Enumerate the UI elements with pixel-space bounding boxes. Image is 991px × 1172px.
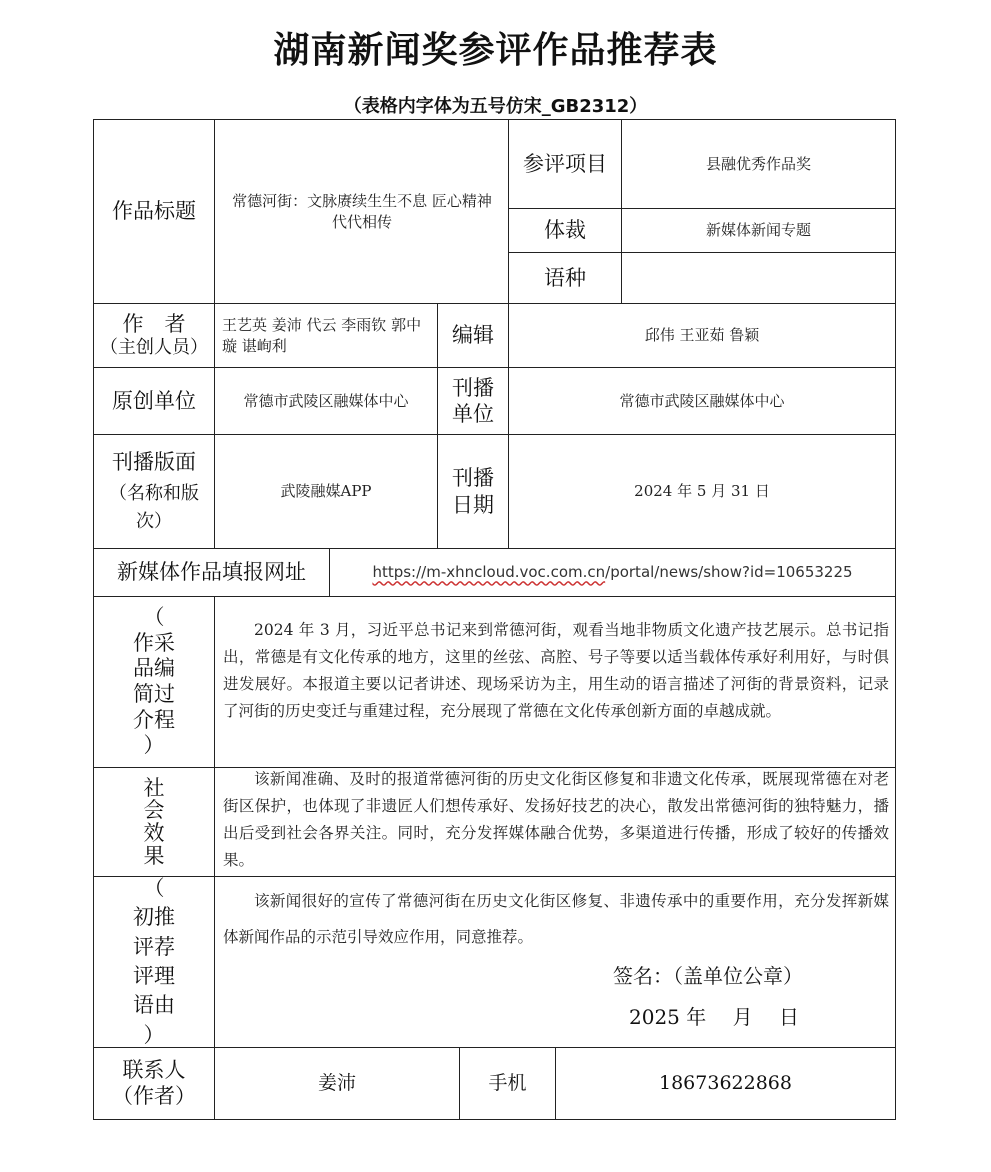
- publish-date-value: 2024 年 5 月 31 日: [634, 482, 770, 501]
- language-value: [622, 253, 895, 303]
- origin-unit-label: 原创单位: [112, 388, 196, 413]
- edition-value: 武陵融媒APP: [280, 482, 372, 501]
- process-label-char: 品编: [133, 656, 175, 681]
- publish-date-label: [438, 435, 508, 548]
- process-label-char: 介程: [133, 707, 175, 732]
- language-label: 语种: [544, 265, 586, 290]
- process-label-char: 简过: [133, 682, 175, 706]
- genre-value: 新媒体新闻专题: [705, 221, 811, 240]
- edition-label-line1: 刊播版面: [112, 449, 196, 474]
- edition-label-line3: 次）: [136, 511, 172, 533]
- effect-label-char: 社: [143, 775, 165, 800]
- author-value: 王艺英 姜沛 代云 李雨钦 郭中璇 谌峋利: [222, 316, 422, 355]
- effect-label-char: 效: [143, 821, 165, 845]
- recommend-text: 该新闻很好的宣传了常德河街在历史文化街区修复、非遗传承中的重要作用，充分发挥新媒体新闻作品的示范引导效应作用，同意推荐。: [223, 892, 889, 946]
- signature-date: 2025 年 月 日: [629, 1005, 799, 1029]
- effect-label: [94, 768, 214, 876]
- phone-label: 手机: [488, 1071, 527, 1094]
- url-label: 新媒体作品填报网址: [117, 560, 306, 585]
- recommend-label-char: 语由: [133, 993, 175, 1018]
- work-title-value: 常德河街：文脉赓续生生不息 匠心精神代代相传: [232, 192, 492, 231]
- publisher-label-line1: 刊播: [452, 375, 494, 400]
- work-title-label: 作品标题: [112, 199, 196, 224]
- recommend-label-char: 评理: [133, 964, 175, 988]
- edition-label: [94, 435, 214, 548]
- col-divider: [214, 596, 215, 1120]
- author-label: [94, 304, 214, 367]
- publisher-label-line2: 单位: [452, 402, 494, 426]
- recommend-label-char: ）: [143, 1022, 165, 1047]
- phone-value: 18673622868: [659, 1071, 792, 1094]
- genre-label: 体裁: [544, 218, 586, 243]
- category-value: 县融优秀作品奖: [705, 154, 811, 173]
- contact-label-line2: （作者）: [112, 1083, 196, 1108]
- url-domain[interactable]: https://m-xhncloud.voc.com.cn: [372, 563, 606, 582]
- publisher-label: [438, 368, 508, 434]
- process-label-char: 作采: [133, 630, 175, 655]
- edition-label-line2: （名称和版: [109, 482, 199, 504]
- author-label-line2: （主创人员）: [100, 337, 208, 359]
- submission-url[interactable]: [330, 549, 895, 596]
- contact-name: 姜沛: [317, 1071, 356, 1094]
- publish-date-label-line1: 刊播: [452, 466, 494, 491]
- form-subtitle: （表格内字体为五号仿宋_GB2312）: [343, 96, 648, 117]
- publish-date-label-line2: 日期: [452, 492, 494, 517]
- recommend-label: [94, 877, 214, 1047]
- form-title: 湖南新闻奖参评作品推荐表: [273, 30, 718, 71]
- editor-value: 邱伟 王亚茹 鲁颖: [644, 326, 760, 345]
- author-label-line1: 作 者: [122, 312, 186, 337]
- origin-unit-value: 常德市武陵区融媒体中心: [243, 391, 409, 410]
- contact-label: [94, 1048, 214, 1119]
- category-label: 参评项目: [523, 151, 607, 176]
- effect-label-char: 果: [143, 843, 165, 868]
- process-label-char: （: [143, 605, 165, 630]
- signature-line: 签名：（盖单位公章）: [613, 964, 803, 988]
- process-text: 2024 年 3 月，习近平总书记来到常德河街，观看当地非物质文化遗产技艺展示。总书记指出，常德是有文化传承的地方，这里的丝弦、高腔、号子等要以适当载体传承好利用好，与时俱进发展好。本报道主要以记者讲述、现场采访为主，用生动的语言描述了河街的背景资料，记录了河街的历史变迁与重建过程，充分展现了常德在文化传承创新方面的卓越成就。: [223, 621, 889, 720]
- editor-label: 编辑: [452, 323, 494, 348]
- effect-text: 该新闻准确、及时的报道常德河街的历史文化街区修复和非遗文化传承，既展现常德在对老街区保护，也体现了非遗匠人们想传承好、发扬好技艺的决心，散发出常德河街的独特魅力，播出后受到社会各界关注。同时，充分发挥媒体融合优势，多渠道进行传播，形成了较好的传播效果。: [223, 770, 889, 869]
- publisher-value: 常德市武陵区融媒体中心: [619, 391, 785, 410]
- recommend-label-char: 评荐: [133, 934, 175, 959]
- url-path[interactable]: /portal/news/show?id=10653225: [605, 563, 853, 582]
- process-label: [94, 597, 214, 767]
- process-label-char: ）: [143, 733, 165, 758]
- recommend-label-char: 初推: [133, 905, 175, 930]
- effect-label-char: 会: [143, 798, 165, 823]
- contact-label-line1: 联系人: [122, 1058, 186, 1083]
- recommend-label-char: （: [143, 875, 165, 900]
